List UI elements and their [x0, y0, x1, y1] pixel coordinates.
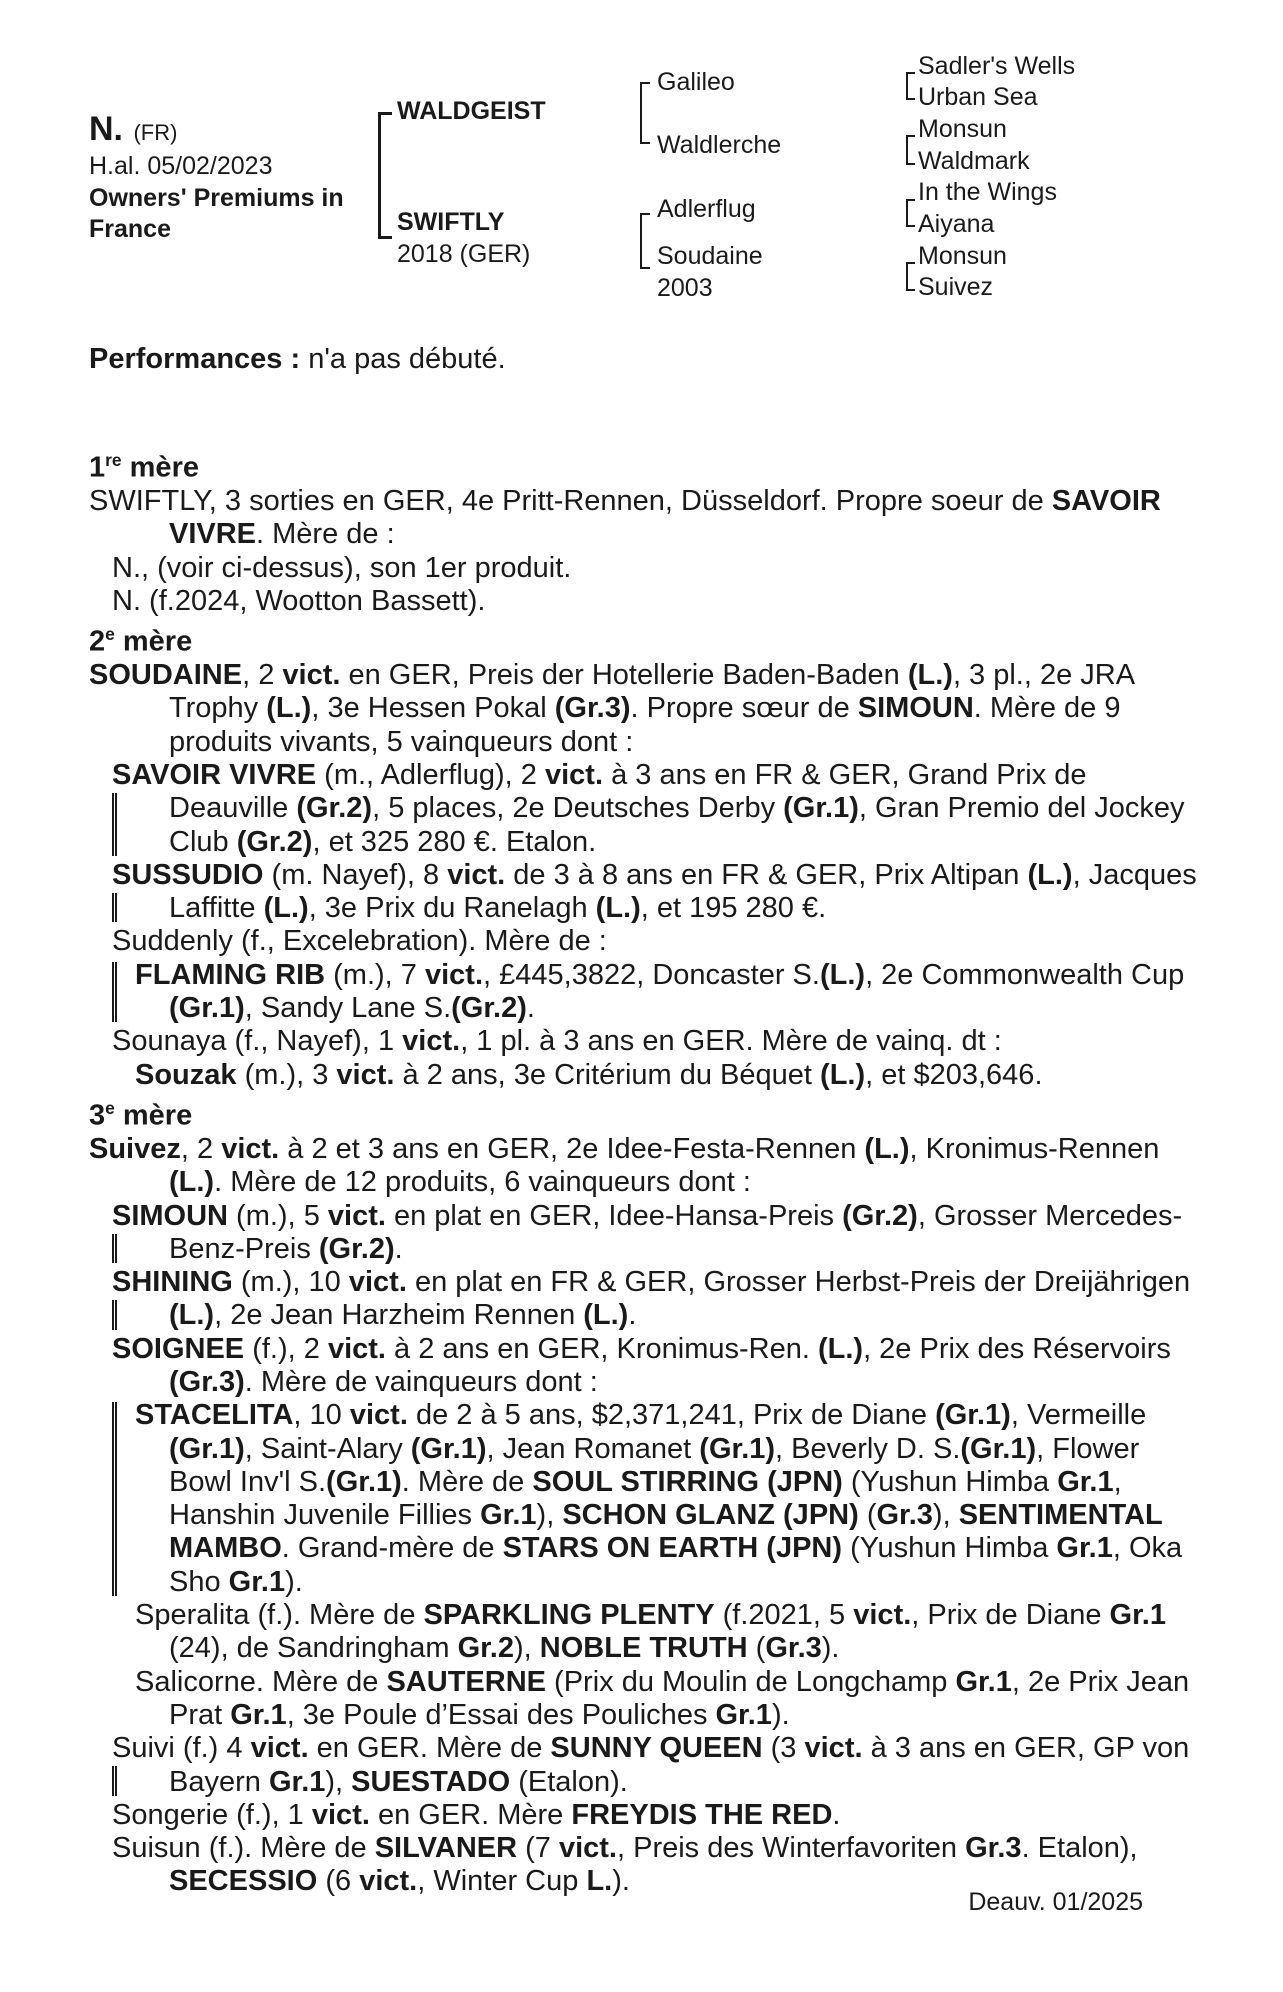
salicorne-entry: Salicorne. Mère de SAUTERNE (Prix du Moulin de Longchamp Gr.1, 2e Prix Jean Prat Gr.1, 3e Poule d’Essai des Pouliches Gr.1).: [135, 1665, 1190, 1731]
soignee-entry: SOIGNEE (f.), 2 vict. à 2 ans en GER, Kronimus-Ren. (L.), 2e Prix des Réservoirs (Gr.3). Mère de vainqueurs dont :: [112, 1332, 1171, 1398]
pedigree-sire-dam: Waldlerche: [657, 131, 782, 159]
pedigree-gen3-3: Monsun: [918, 115, 1007, 143]
pedigree-gen3-1: Sadler's Wells: [918, 52, 1076, 80]
bracket-gen1-bottom: [378, 236, 392, 239]
birth-info: H.al. 05/02/2023: [89, 152, 273, 180]
pedigree-dam-dam-year: 2003: [657, 274, 713, 302]
stacelita-entry: STACELITA, 10 vict. de 2 à 5 ans, $2,371,241, Prix de Diane (Gr.1), Vermeille (Gr.1), Saint-Alary (Gr.1), Jean Romanet (Gr.1), Beverly D. S.(Gr.1), Flower Bowl Inv'l S.(Gr.1). Mère de SOUL STIRRING (JPN) (Yushun Himba Gr.1, Hanshin Juvenile Fillies Gr.1), SCHON GLANZ (JPN) (Gr.3), SENTIMENTAL MAMBO. Grand-mère de STARS ON EARTH (JPN) (Yushun Himba Gr.1, Oka Sho Gr.1).: [135, 1399, 1183, 1598]
first-dam-heading: 1re mère: [89, 450, 199, 484]
performances-line: [89, 343, 506, 376]
third-dam-heading: 3e mère: [89, 1097, 193, 1132]
third-dam-entry: Suivez, 2 vict. à 2 et 3 ans en GER, 2e Idee-Festa-Rennen (L.), Kronimus-Rennen (L.). Mère de 12 produits, 6 vainqueurs dont :: [89, 1132, 1160, 1199]
suisun-entry: Suisun (f.). Mère de SILVANER (7 vict., Preis des Winterfavoriten Gr.3. Etalon), SECESSIO (6 vict., Winter Cup L.).: [112, 1832, 1138, 1898]
horse-name-line: [89, 110, 177, 149]
horse-origin: (FR): [133, 120, 178, 145]
first-dam-produce-2: N. (f.2024, Wootton Bassett).: [112, 584, 486, 617]
flaming-rib-block: [89, 959, 1199, 1026]
pedigree-dam-sire: Adlerflug: [657, 195, 756, 223]
pedigree-sire-sire: Galileo: [657, 68, 735, 96]
dam-line-body: [89, 444, 1199, 1899]
performances-label: Performances :: [89, 343, 301, 375]
first-dam-produce-1: N., (voir ci-dessus), son 1er produit.: [112, 551, 572, 584]
shining-entry: SHINING (m.), 10 vict. en plat en FR & GER, Grosser Herbst-Preis der Dreijährigen (L.), 2e Jean Harzheim Rennen (L.).: [112, 1266, 1191, 1332]
bracket-gen1: [378, 112, 381, 239]
pedigree-gen3-8: Suivez: [918, 273, 994, 301]
flaming-rib-entry: FLAMING RIB (m.), 7 vict., £445,3822, Doncaster S.(L.), 2e Commonwealth Cup (Gr.1), Sandy Lane S.(Gr.2).: [135, 958, 1185, 1025]
shining-block: [89, 1266, 1199, 1333]
sussudio-block: [89, 859, 1199, 926]
pedigree-gen3-5: In the Wings: [918, 178, 1057, 206]
souzak-entry: Souzak (m.), 3 vict. à 2 ans, 3e Critérium du Béquet (L.), et $203,646.: [135, 1058, 1043, 1091]
savoir-vivre-entry: SAVOIR VIVRE (m., Adlerflug), 2 vict. à 3 ans en FR & GER, Grand Prix de Deauville (Gr.2), 5 places, 2e Deutsches Derby (Gr.1), Gran Premio del Jockey Club (Gr.2), et 325 280 €. Etalon.: [112, 758, 1185, 858]
pedigree-sire: WALDGEIST: [397, 97, 546, 125]
horse-name: N.: [89, 110, 123, 148]
sale-reference: Deauv. 01/2025: [968, 1888, 1143, 1916]
program-line-2: France: [89, 215, 171, 243]
suivi-entry: Suivi (f.) 4 vict. en GER. Mère de SUNNY QUEEN (3 vict. à 3 ans en GER, GP von Bayern Gr.1), SUESTADO (Etalon).: [112, 1732, 1190, 1798]
pedigree-gen3-2: Urban Sea: [918, 83, 1038, 111]
sussudio-entry: SUSSUDIO (m. Nayef), 8 vict. de 3 à 8 ans en FR & GER, Prix Altipan (L.), Jacques Laffitte (L.), 3e Prix du Ranelagh (L.), et 195 280 €.: [112, 858, 1197, 925]
second-dam-heading: 2e mère: [89, 624, 193, 658]
bracket-gen2-dam: [640, 213, 642, 269]
pedigree-gen3-4: Waldmark: [918, 147, 1030, 175]
songerie-entry: Songerie (f.), 1 vict. en GER. Mère FREYDIS THE RED.: [112, 1798, 841, 1831]
speralita-entry: Speralita (f.). Mère de SPARKLING PLENTY (f.2021, 5 vict., Prix de Diane Gr.1 (24), de Sandringham Gr.2), NOBLE TRUTH (Gr.3).: [135, 1599, 1166, 1665]
pedigree-gen3-6: Aiyana: [918, 210, 995, 238]
sounaya-entry: Sounaya (f., Nayef), 1 vict., 1 pl. à 3 ans en GER. Mère de vainq. dt :: [112, 1025, 1002, 1058]
simoun-entry: SIMOUN (m.), 5 vict. en plat en GER, Idee-Hansa-Preis (Gr.2), Grosser Mercedes-Benz-Preis (Gr.2).: [112, 1199, 1183, 1265]
pedigree-gen3-7: Monsun: [918, 242, 1007, 270]
suivi-block: [89, 1732, 1199, 1799]
performances-text: n'a pas débuté.: [300, 343, 506, 375]
first-dam-entry: SWIFTLY, 3 sorties en GER, 4e Pritt-Rennen, Düsseldorf. Propre soeur de SAVOIR VIVRE. Mère de :: [89, 484, 1161, 551]
savoir-vivre-block: [89, 759, 1199, 859]
simoun-block: [89, 1200, 1199, 1267]
pedigree-dam-dam: Soudaine: [657, 242, 763, 270]
bracket-gen2-sire: [640, 82, 642, 144]
bracket-gen1-top: [378, 112, 392, 115]
program-line-1: Owners' Premiums in: [89, 184, 344, 212]
pedigree-dam: SWIFTLY: [397, 208, 505, 236]
suddenly-entry: Suddenly (f., Excelebration). Mère de :: [112, 925, 607, 958]
stacelita-block: [89, 1399, 1199, 1599]
second-dam-entry: SOUDAINE, 2 vict. en GER, Preis der Hotellerie Baden-Baden (L.), 3 pl., 2e JRA Trophy (L.), 3e Hessen Pokal (Gr.3). Propre sœur de SIMOUN. Mère de 9 produits vivants, 5 vainqueurs dont :: [89, 659, 1134, 758]
pedigree-dam-info: 2018 (GER): [397, 240, 531, 268]
